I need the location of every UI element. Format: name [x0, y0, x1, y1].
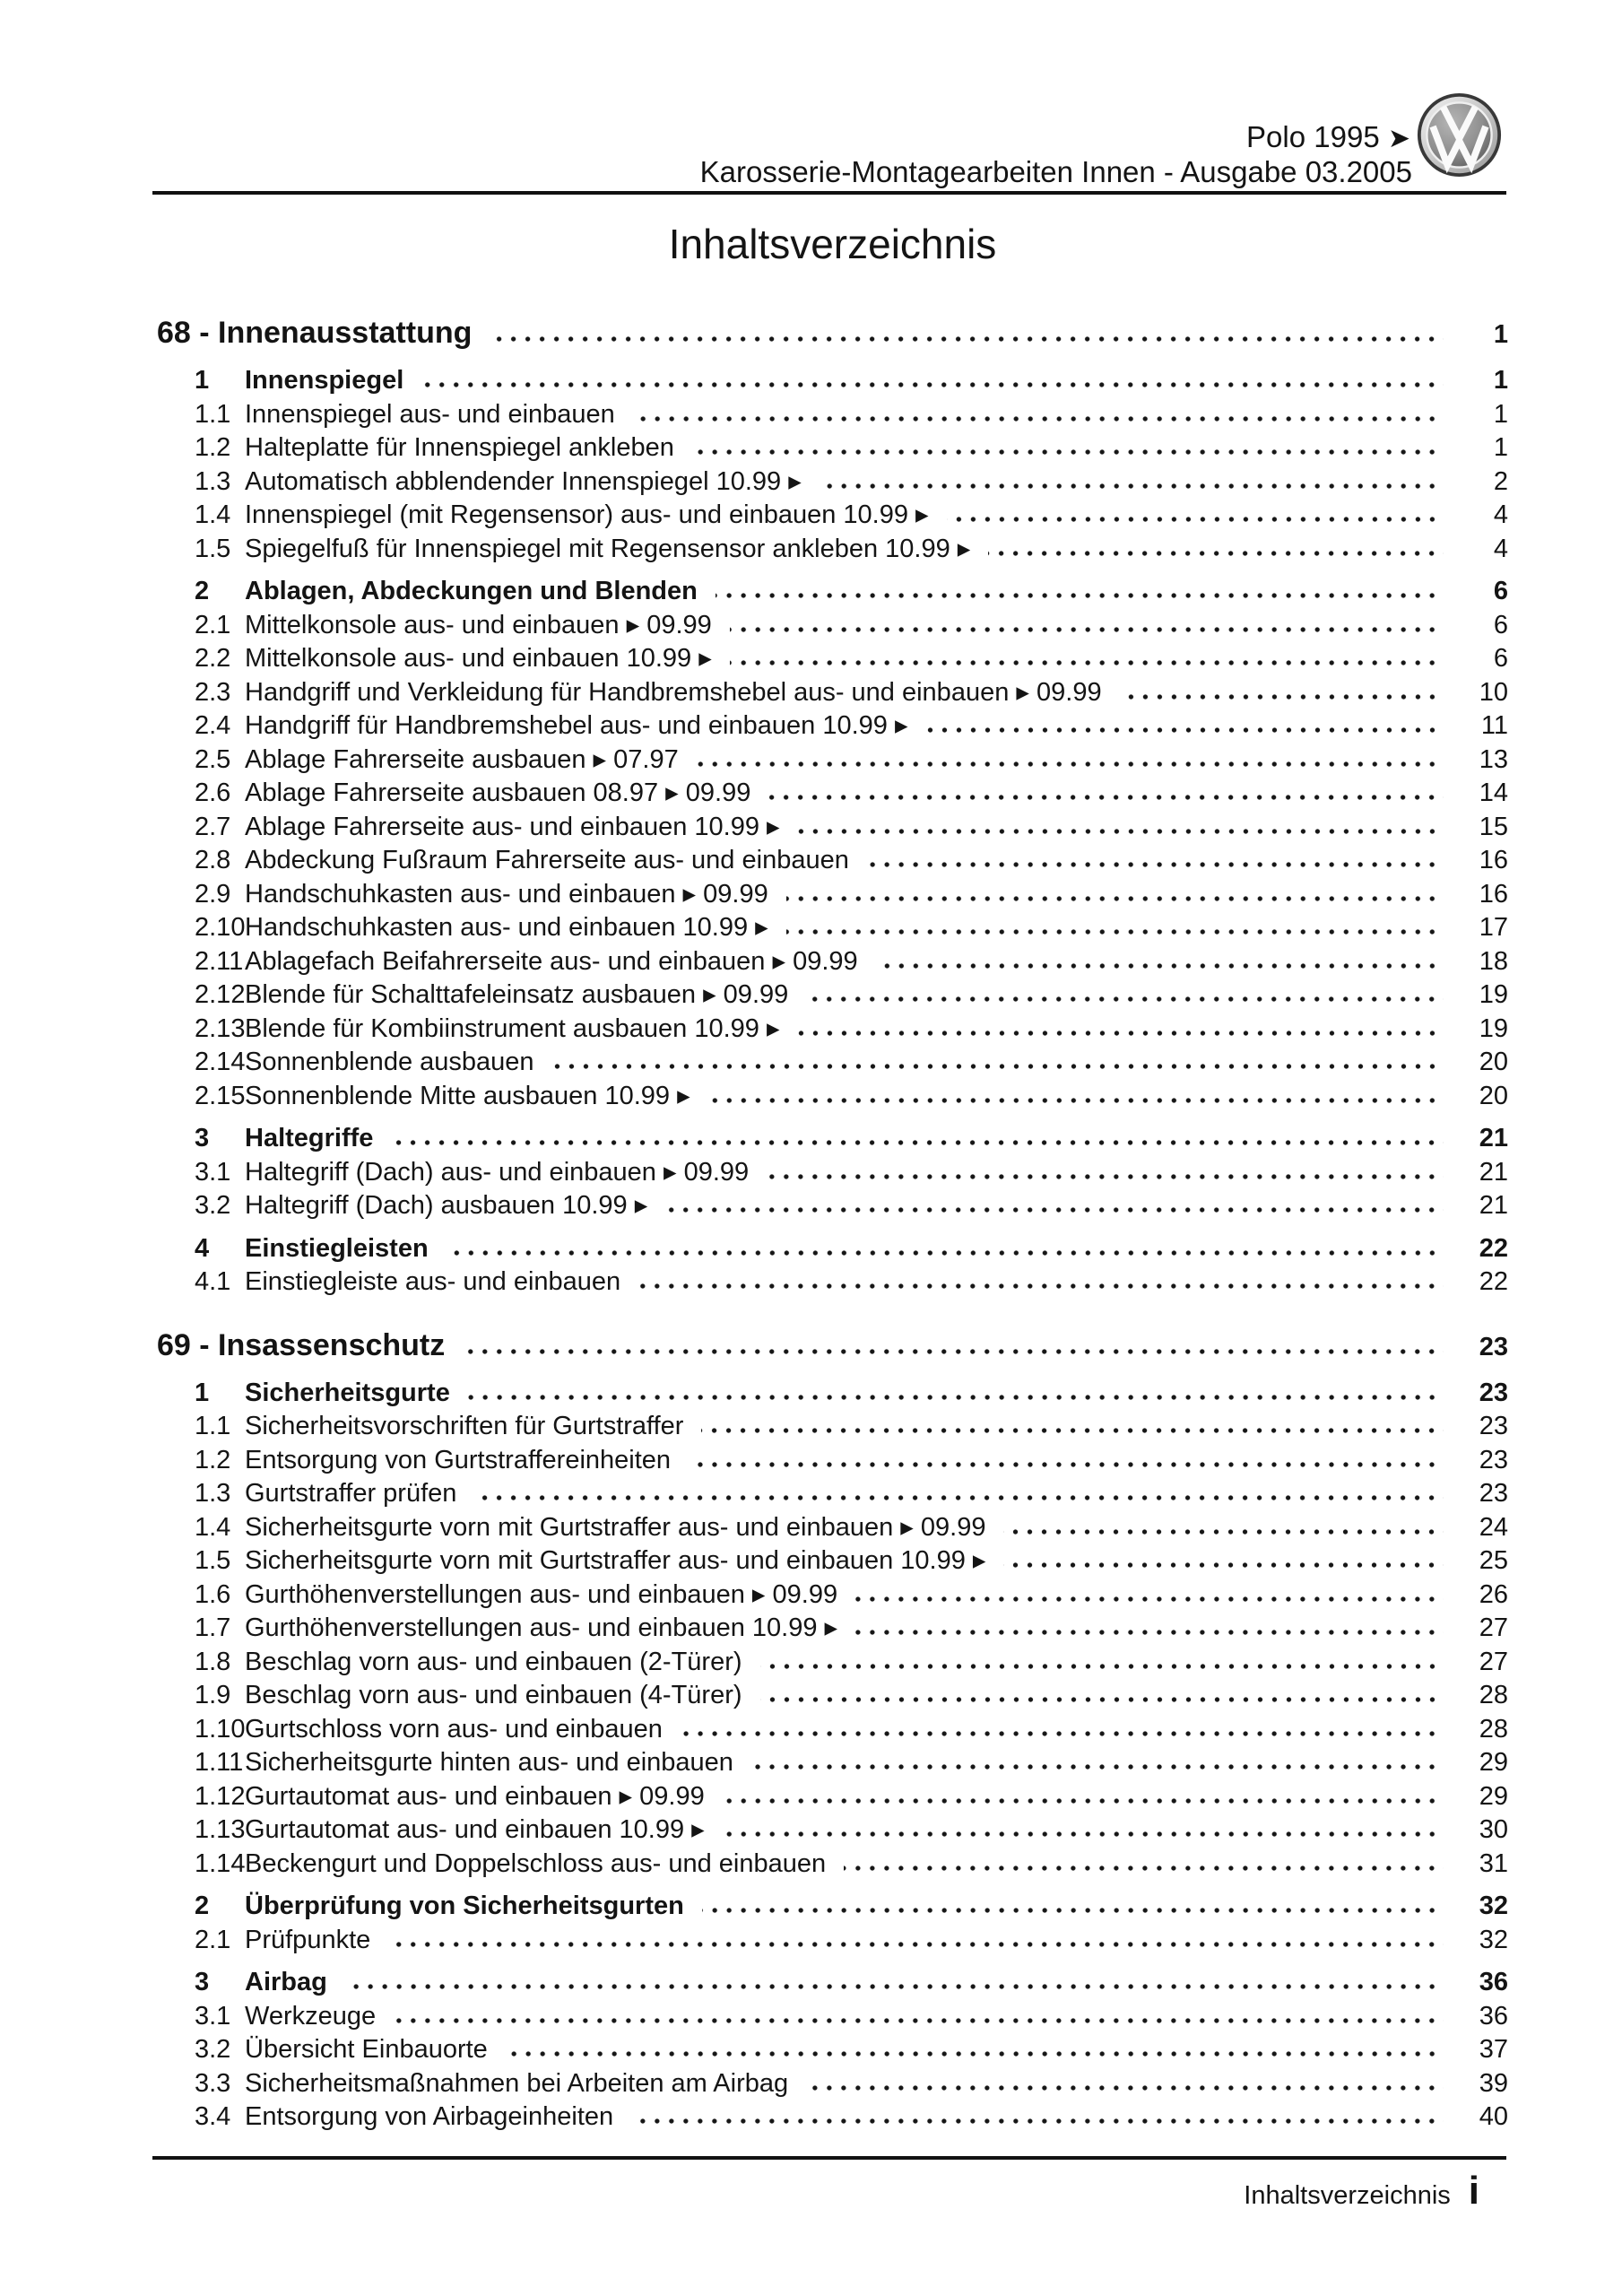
toc-item-row	[157, 398, 1508, 432]
toc-item-row	[157, 1544, 1508, 1578]
toc-entry-label: 68 - Innenausstattung	[157, 316, 473, 350]
toc-entry-page: 23	[1479, 1378, 1508, 1407]
dot-leader	[345, 1983, 1444, 1990]
toc-entry-label: Handschuhkasten aus- und einbauen 10.99 ▸	[245, 913, 768, 942]
dot-leader	[388, 1941, 1444, 1948]
dot-leader	[820, 483, 1444, 490]
dot-leader	[806, 2084, 1444, 2092]
toc-item-row	[157, 1780, 1508, 1814]
toc-entry-page: 20	[1479, 1048, 1508, 1076]
toc-entry-label: Sicherheitsgurte	[245, 1378, 450, 1407]
dot-leader	[692, 448, 1444, 456]
toc-entry-label: Handschuhkasten aus- und einbauen ▸ 09.99	[245, 879, 768, 909]
toc-item-row	[157, 1578, 1508, 1613]
toc-entry-number: 1	[195, 1378, 210, 1407]
toc-item-row	[157, 1746, 1508, 1780]
footer-divider	[152, 2156, 1506, 2160]
toc-item-row	[157, 1013, 1508, 1047]
toc-chapter-row	[157, 312, 1508, 355]
dot-leader	[798, 828, 1444, 835]
toc-item-row	[157, 2067, 1508, 2101]
toc-item-row	[157, 1848, 1508, 1882]
toc-group-row	[157, 1377, 1508, 1411]
toc-item-row	[157, 945, 1508, 979]
header-divider	[152, 191, 1506, 195]
toc-entry-number: 1.14	[195, 1848, 246, 1878]
toc-item-row	[157, 844, 1508, 878]
toc-entry-page: 23	[1479, 1445, 1508, 1474]
toc-entry-label: Einstiegleisten	[245, 1233, 429, 1263]
toc-chapter-row	[157, 1325, 1508, 1368]
toc-entry-page: 6	[1493, 577, 1508, 605]
dot-leader	[751, 1763, 1444, 1770]
toc-entry-page: 28	[1479, 1681, 1508, 1709]
model-range-arrow-icon: ➤	[1387, 124, 1412, 153]
toc-entry-page: 36	[1479, 2001, 1508, 2031]
footer-label: Inhaltsverzeichnis	[1244, 2181, 1451, 2210]
toc-item-row	[157, 431, 1508, 465]
toc-entry-label: Gurtautomat aus- und einbauen ▸ 09.99	[245, 1781, 705, 1811]
toc-entry-page: 2	[1493, 466, 1508, 496]
toc-entry-label: Sonnenblende ausbauen	[245, 1048, 534, 1076]
toc-entry-number: 2.6	[195, 778, 231, 807]
toc-entry-label: Ablagen, Abdeckungen und Blenden	[245, 577, 698, 605]
toc-entry-page: 32	[1479, 1925, 1508, 1954]
toc-entry-number: 1.1	[195, 399, 231, 429]
toc-item-row	[157, 744, 1508, 778]
dot-leader	[1003, 1561, 1444, 1569]
toc-entry-number: 3.1	[195, 1157, 231, 1187]
toc-entry-number: 3	[195, 1124, 210, 1152]
toc-item-row	[157, 1813, 1508, 1848]
toc-entry-label: Prüfpunkte	[245, 1925, 371, 1954]
toc-entry-page: 23	[1479, 1332, 1508, 1361]
toc-entry-page: 21	[1479, 1157, 1508, 1187]
toc-entry-number: 1.2	[195, 1445, 231, 1474]
dot-leader	[689, 1461, 1444, 1468]
toc-item-row	[157, 911, 1508, 945]
toc-entry-label: Beschlag vorn aus- und einbauen (2-Türer)	[245, 1647, 742, 1676]
toc-entry-page: 13	[1479, 744, 1508, 774]
toc-entry-page: 23	[1479, 1412, 1508, 1440]
toc-entry-page: 27	[1479, 1613, 1508, 1642]
dot-leader	[730, 626, 1444, 633]
toc-entry-label: Ablage Fahrerseite aus- und einbauen 10.99 ▸	[245, 812, 780, 841]
dot-leader	[463, 1348, 1444, 1355]
toc-entry-label: Werkzeuge	[245, 2001, 377, 2031]
toc-group-row	[157, 1232, 1508, 1266]
dot-leader	[806, 996, 1444, 1003]
toc-item-row	[157, 1646, 1508, 1680]
toc	[157, 312, 1508, 2135]
toc-entry-page: 21	[1479, 1124, 1508, 1152]
dot-leader	[633, 415, 1444, 422]
toc-entry-number: 1.8	[195, 1647, 231, 1676]
toc-entry-label: Ablagefach Beifahrerseite aus- und einbauen ▸ 09.99	[245, 946, 858, 976]
toc-entry-number: 1.4	[195, 1512, 231, 1542]
toc-entry-label: Übersicht Einbauorte	[245, 2035, 488, 2064]
toc-entry-page: 4	[1493, 534, 1508, 563]
toc-entry-number: 3	[195, 1968, 210, 1996]
toc-entry-label: Airbag	[245, 1968, 327, 1996]
toc-entry-number: 2.4	[195, 711, 231, 740]
toc-entry-number: 2.7	[195, 812, 231, 841]
toc-entry-page: 16	[1479, 846, 1508, 874]
dot-leader	[708, 1097, 1444, 1104]
toc-entry-label: Ablage Fahrerseite ausbauen ▸ 07.97	[245, 744, 679, 774]
dot-leader	[760, 1663, 1444, 1670]
toc-entry-label: Haltegriff (Dach) ausbauen 10.99 ▸	[245, 1191, 648, 1220]
toc-entry-page: 19	[1479, 1013, 1508, 1043]
toc-entry-label: Entsorgung von Gurtstraffereinheiten	[245, 1445, 672, 1474]
dot-leader	[867, 861, 1444, 868]
toc-entry-label: Sicherheitsgurte hinten aus- und einbauen	[245, 1748, 733, 1777]
toc-entry-page: 37	[1479, 2035, 1508, 2064]
dot-leader	[786, 895, 1444, 902]
toc-item-row	[157, 1924, 1508, 1958]
toc-entry-page: 28	[1479, 1714, 1508, 1744]
toc-item-row	[157, 1156, 1508, 1190]
toc-entry-number: 2.5	[195, 744, 231, 774]
toc-item-row	[157, 499, 1508, 533]
toc-item-row	[157, 978, 1508, 1013]
dot-leader	[447, 1249, 1444, 1257]
toc-entry-page: 14	[1479, 778, 1508, 807]
toc-item-row	[157, 2100, 1508, 2135]
toc-entry-label: Überprüfung von Sicherheitsgurten	[245, 1892, 684, 1920]
toc-entry-label: Sonnenblende Mitte ausbauen 10.99 ▸	[245, 1081, 690, 1110]
toc-entry-label: Beckengurt und Doppelschloss aus- und einbauen	[245, 1848, 827, 1878]
toc-item-row	[157, 533, 1508, 567]
toc-entry-label: Handgriff für Handbremshebel aus- und einbauen 10.99 ▸	[245, 711, 908, 740]
dot-leader	[798, 1030, 1444, 1037]
toc-item-row	[157, 878, 1508, 912]
toc-entry-page: 4	[1493, 500, 1508, 529]
toc-item-row	[157, 2000, 1508, 2034]
toc-entry-number: 2	[195, 577, 210, 605]
toc-group-row	[157, 364, 1508, 398]
dot-leader	[474, 1494, 1444, 1501]
toc-entry-page: 25	[1479, 1546, 1508, 1575]
toc-entry-number: 2.10	[195, 913, 246, 942]
toc-entry-label: Entsorgung von Airbageinheiten	[245, 2102, 614, 2131]
toc-entry-number: 1.3	[195, 1479, 231, 1508]
toc-entry-page: 26	[1479, 1579, 1508, 1609]
toc-entry-page: 39	[1479, 2068, 1508, 2098]
dot-leader	[421, 381, 1444, 388]
toc-entry-label: Haltegriff (Dach) aus- und einbauen ▸ 09.99	[245, 1157, 750, 1187]
toc-entry-page: 1	[1493, 433, 1508, 462]
toc-entry-label: Innenspiegel (mit Regensensor) aus- und einbauen 10.99 ▸	[245, 500, 929, 529]
toc-entry-page: 22	[1479, 1267, 1508, 1296]
toc-item-row	[157, 1477, 1508, 1511]
toc-entry-label: Innenspiegel aus- und einbauen	[245, 399, 615, 429]
toc-entry-page: 15	[1479, 812, 1508, 841]
toc-entry-number: 3.4	[195, 2102, 231, 2131]
toc-entry-number: 4	[195, 1233, 210, 1263]
toc-entry-number: 1.11	[195, 1748, 244, 1777]
toc-entry-number: 1.13	[195, 1815, 246, 1844]
toc-entry-page: 29	[1479, 1748, 1508, 1777]
toc-entry-page: 16	[1479, 879, 1508, 909]
toc-entry-page: 18	[1479, 946, 1508, 976]
page-footer	[157, 2169, 1479, 2213]
dot-leader	[665, 1206, 1444, 1213]
toc-entry-label: Handgriff und Verkleidung für Handbremshebel aus- und einbauen ▸ 09.99	[245, 677, 1102, 707]
toc-entry-page: 31	[1479, 1848, 1508, 1878]
dot-leader	[988, 550, 1444, 557]
toc-entry-page: 21	[1479, 1191, 1508, 1220]
dot-leader	[681, 1730, 1444, 1737]
toc-entry-page: 32	[1479, 1892, 1508, 1920]
toc-entry-label: Innenspiegel	[245, 366, 404, 395]
toc-entry-page: 22	[1479, 1233, 1508, 1263]
toc-entry-number: 2.1	[195, 610, 231, 639]
toc-item-row	[157, 2033, 1508, 2067]
dot-leader	[844, 1865, 1444, 1872]
toc-group-row	[157, 575, 1508, 609]
dot-leader	[1120, 693, 1444, 700]
toc-entry-number: 2.12	[195, 980, 246, 1009]
toc-entry-page: 6	[1493, 610, 1508, 639]
toc-entry-number: 1	[195, 366, 210, 395]
dot-leader	[701, 1427, 1444, 1434]
toc-entry-page: 17	[1479, 913, 1508, 942]
toc-item-row	[157, 1679, 1508, 1713]
toc-entry-page: 10	[1479, 677, 1508, 707]
dot-leader	[855, 1596, 1444, 1603]
toc-entry-page: 30	[1479, 1815, 1508, 1844]
dot-leader	[723, 1831, 1444, 1838]
toc-item-row	[157, 1612, 1508, 1646]
dot-leader	[768, 794, 1444, 801]
toc-entry-label: Blende für Schalttafeleinsatz ausbauen ▸ 09.99	[245, 980, 789, 1009]
toc-entry-label: Blende für Kombiinstrument ausbauen 10.99 ▸	[245, 1013, 780, 1043]
toc-entry-number: 1.6	[195, 1579, 231, 1609]
toc-entry-label: Einstiegleiste aus- und einbauen	[245, 1267, 621, 1296]
toc-entry-label: Gurthöhenverstellungen aus- und einbauen ▸ 09.99	[245, 1579, 838, 1609]
toc-entry-page: 24	[1479, 1512, 1508, 1542]
toc-entry-label: Abdeckung Fußraum Fahrerseite aus- und einbauen	[245, 846, 849, 874]
dot-leader	[506, 2050, 1444, 2057]
toc-entry-label: Halteplatte für Innenspiegel ankleben	[245, 433, 674, 462]
toc-entry-page: 27	[1479, 1647, 1508, 1676]
dot-leader	[723, 1797, 1444, 1805]
header-subtitle: Karosserie-Montagearbeiten Innen - Ausgabe 03.2005	[699, 155, 1412, 188]
toc-item-row	[157, 1410, 1508, 1444]
toc-entry-label: Sicherheitsgurte vorn mit Gurtstraffer aus- und einbauen ▸ 09.99	[245, 1512, 986, 1542]
toc-entry-label: Mittelkonsole aus- und einbauen 10.99 ▸	[245, 644, 712, 673]
toc-entry-number: 2	[195, 1892, 210, 1920]
toc-entry-label: Sicherheitsgurte vorn mit Gurtstraffer aus- und einbauen 10.99 ▸	[245, 1546, 986, 1575]
toc-entry-label: Sicherheitsvorschriften für Gurtstraffer	[245, 1412, 684, 1440]
dot-leader	[697, 761, 1444, 768]
dot-leader	[638, 1283, 1444, 1290]
toc-entry-page: 1	[1493, 320, 1508, 349]
toc-entry-label: Spiegelfuß für Innenspiegel mit Regensensor ankleben 10.99 ▸	[245, 534, 971, 563]
toc-entry-number: 3.2	[195, 2035, 231, 2064]
dot-leader	[468, 1394, 1444, 1401]
toc-entry-page: 1	[1493, 366, 1508, 395]
dot-leader	[947, 516, 1444, 523]
toc-item-row	[157, 1189, 1508, 1223]
page-header	[700, 120, 1412, 188]
model-name: Polo 1995	[1246, 120, 1380, 153]
toc-entry-number: 2.11	[195, 946, 244, 976]
dot-leader	[786, 928, 1444, 935]
toc-entry-label: Ablage Fahrerseite ausbauen 08.97 ▸ 09.99	[245, 778, 751, 807]
dot-leader	[490, 335, 1444, 343]
toc-item-row	[157, 1046, 1508, 1080]
toc-item-row	[157, 1080, 1508, 1114]
toc-item-row	[157, 642, 1508, 676]
toc-item-row	[157, 777, 1508, 811]
vw-logo	[1417, 92, 1502, 178]
dot-leader	[760, 1696, 1444, 1703]
dot-leader	[552, 1063, 1444, 1070]
toc-entry-label: Gurtautomat aus- und einbauen 10.99 ▸	[245, 1815, 705, 1844]
toc-entry-number: 2.14	[195, 1048, 246, 1076]
toc-entry-number: 2.8	[195, 846, 231, 874]
toc-group-row	[157, 1890, 1508, 1924]
toc-entry-page: 23	[1479, 1479, 1508, 1508]
toc-entry-number: 2.15	[195, 1081, 246, 1110]
toc-entry-label: Beschlag vorn aus- und einbauen (4-Türer)	[245, 1681, 742, 1709]
toc-item-row	[157, 709, 1508, 744]
toc-entry-page: 1	[1493, 399, 1508, 429]
toc-item-row	[157, 811, 1508, 845]
dot-leader	[394, 2017, 1444, 2024]
toc-group-row	[157, 1122, 1508, 1156]
footer-page-number: i	[1468, 2169, 1479, 2213]
toc-item-row	[157, 465, 1508, 500]
toc-entry-label: 69 - Insassenschutz	[157, 1327, 446, 1362]
toc-entry-label: Sicherheitsmaßnahmen bei Arbeiten am Airbag	[245, 2068, 789, 2098]
dot-leader	[876, 962, 1444, 970]
toc-entry-number: 3.3	[195, 2068, 231, 2098]
dot-leader	[391, 1139, 1444, 1146]
toc-item-row	[157, 609, 1508, 643]
toc-entry-number: 2.1	[195, 1925, 231, 1954]
header-model-line	[700, 120, 1412, 155]
toc-entry-number: 1.10	[195, 1714, 246, 1744]
toc-entry-number: 2.3	[195, 677, 231, 707]
toc-entry-number: 1.7	[195, 1613, 231, 1642]
dot-leader	[855, 1629, 1444, 1636]
toc-entry-number: 1.4	[195, 500, 231, 529]
toc-entry-number: 1.12	[195, 1781, 246, 1811]
dot-leader	[702, 1907, 1444, 1914]
toc-entry-number: 4.1	[195, 1267, 231, 1296]
toc-entry-page: 11	[1480, 711, 1508, 740]
toc-entry-page: 20	[1479, 1081, 1508, 1110]
vw-logo-icon	[1417, 92, 1502, 178]
dot-leader	[767, 1173, 1444, 1180]
toc-entry-label: Automatisch abblendender Innenspiegel 10.99 ▸	[245, 466, 802, 496]
toc-group-row	[157, 1966, 1508, 2000]
toc-entry-number: 1.5	[195, 534, 231, 563]
toc-item-row	[157, 1265, 1508, 1300]
toc-item-row	[157, 676, 1508, 710]
toc-entry-label: Gurtschloss vorn aus- und einbauen	[245, 1714, 663, 1744]
toc-entry-number: 1.3	[195, 466, 231, 496]
toc-entry-page: 40	[1479, 2102, 1508, 2131]
toc-entry-number: 2.2	[195, 644, 231, 673]
dot-leader	[631, 2118, 1444, 2125]
toc-entry-number: 1.2	[195, 433, 231, 462]
toc-item-row	[157, 1444, 1508, 1478]
toc-entry-page: 36	[1479, 1968, 1508, 1996]
toc-entry-number: 2.9	[195, 879, 231, 909]
dot-leader	[926, 726, 1444, 734]
toc-entry-number: 2.13	[195, 1013, 246, 1043]
toc-entry-label: Gurtstraffer prüfen	[245, 1479, 457, 1508]
toc-entry-number: 1.1	[195, 1412, 231, 1440]
dot-leader	[730, 659, 1444, 666]
toc-item-row	[157, 1511, 1508, 1545]
dot-leader	[716, 592, 1444, 599]
toc-entry-number: 3.1	[195, 2001, 231, 2031]
toc-entry-label: Gurthöhenverstellungen aus- und einbauen 10.99 ▸	[245, 1613, 838, 1642]
page-title: Inhaltsverzeichnis	[668, 221, 997, 267]
toc-entry-label: Haltegriffe	[245, 1124, 374, 1152]
toc-entry-page: 19	[1479, 980, 1508, 1009]
toc-entry-number: 1.9	[195, 1681, 231, 1709]
toc-item-row	[157, 1713, 1508, 1747]
toc-entry-page: 6	[1493, 644, 1508, 673]
dot-leader	[1003, 1528, 1444, 1535]
toc-entry-number: 3.2	[195, 1191, 231, 1220]
toc-entry-page: 29	[1479, 1781, 1508, 1811]
toc-entry-number: 1.5	[195, 1546, 231, 1575]
toc-entry-label: Mittelkonsole aus- und einbauen ▸ 09.99	[245, 610, 712, 639]
